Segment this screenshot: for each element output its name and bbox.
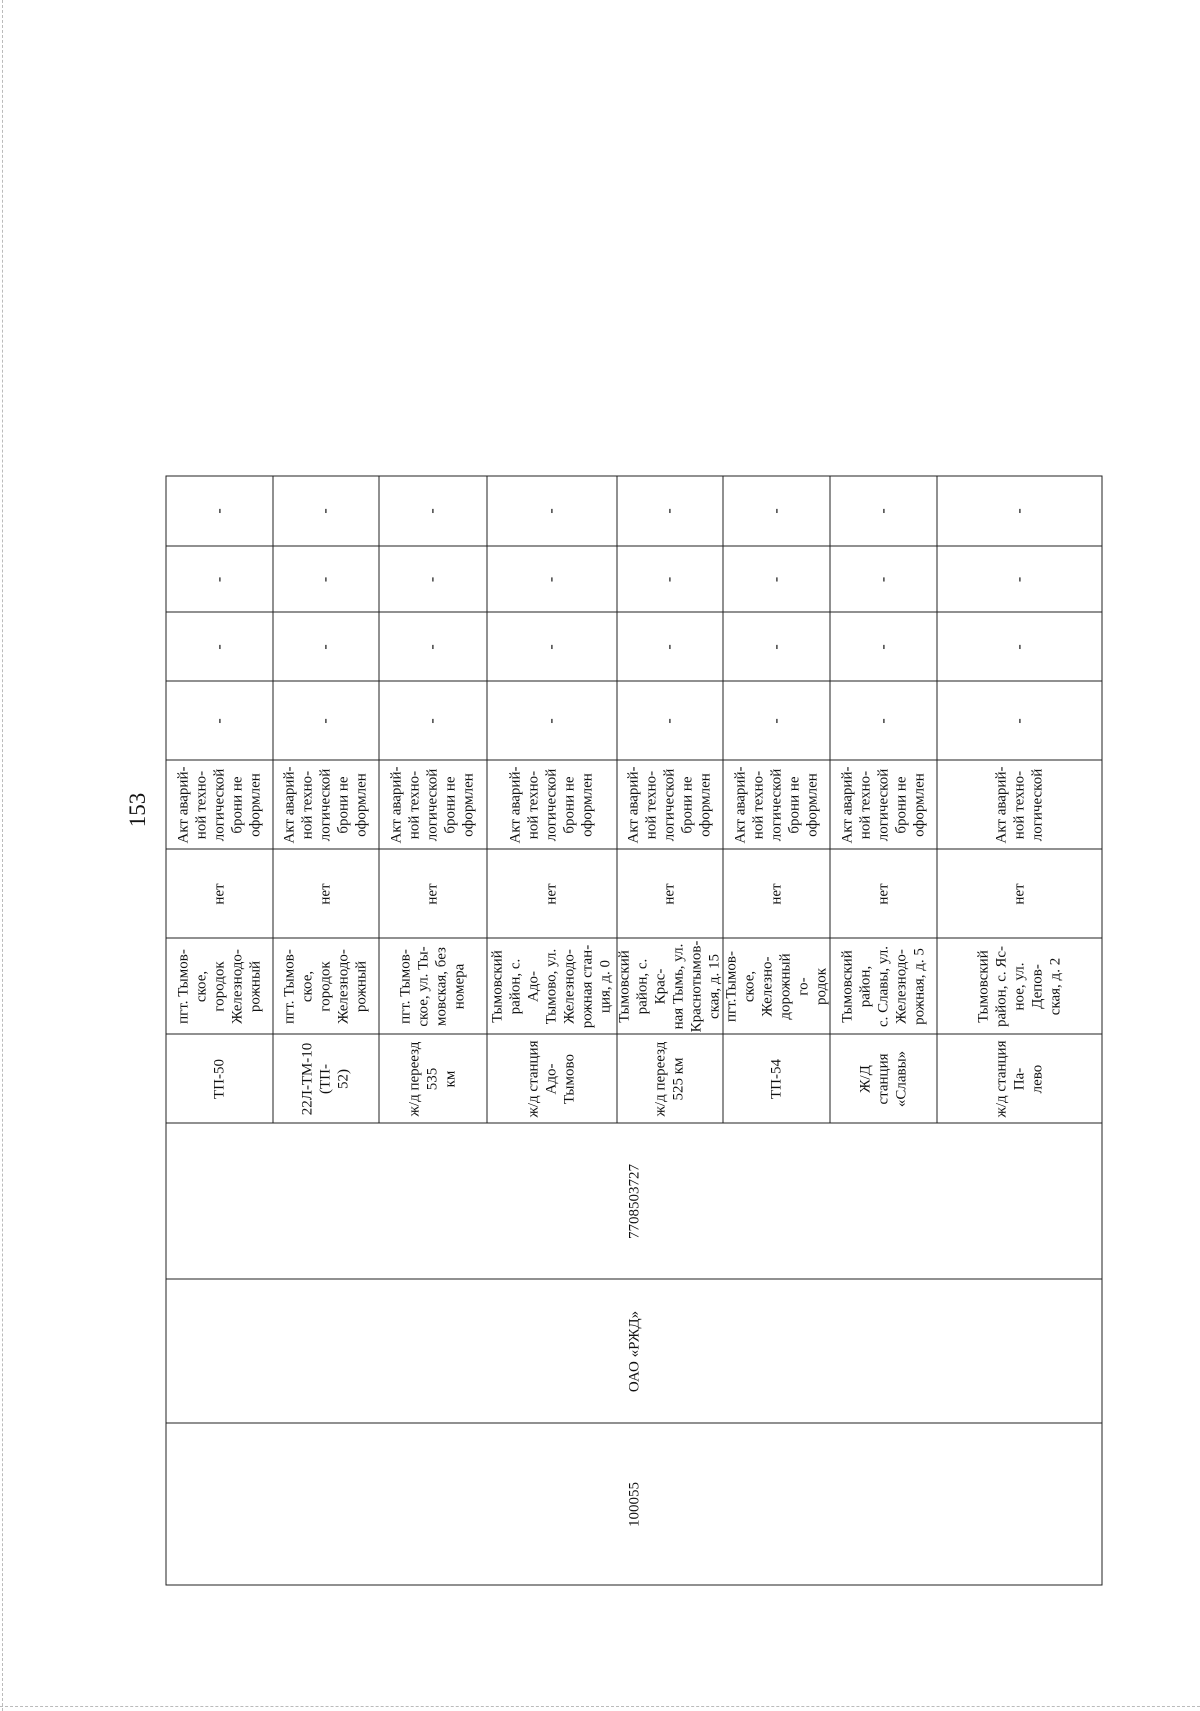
inn-cell: 7708503727: [625, 1163, 642, 1239]
address-cell: Тымовский район, с. Крас- ная Тымь, ул. Краснотымов- ская, д. 15: [616, 940, 722, 1032]
row-divider: [936, 475, 937, 1123]
column-divider: [165, 937, 1102, 938]
col8-cell: -: [1010, 507, 1027, 514]
act-cell: Акт аварий- ной техно- логической брони не оформлен: [388, 766, 476, 843]
column-divider: [165, 545, 1102, 546]
reserve-cell: нет: [661, 882, 677, 905]
col7-cell: -: [209, 576, 227, 582]
reserve-cell: нет: [1011, 882, 1027, 905]
col8-cell: -: [423, 507, 440, 514]
act-cell: Акт аварий- ной техно- логической брони не оформлен: [625, 766, 713, 843]
col6-cell: -: [766, 643, 784, 650]
row-divider: [722, 475, 723, 1123]
col6-cell: -: [873, 643, 891, 650]
col5-cell: -: [873, 717, 891, 724]
address-cell: пгт.Тымов- ское, Железно- дорожный го- родок: [722, 950, 829, 1022]
col5-cell: -: [1010, 717, 1027, 724]
column-divider: [165, 680, 1102, 681]
col7-cell: -: [542, 576, 559, 582]
col7-cell: -: [660, 576, 677, 582]
column-divider: [165, 1122, 1102, 1123]
column-divider: [165, 759, 1102, 760]
address-cell: Тымовский район, с. Яс- ное, ул. Депов- ская, д. 2: [975, 945, 1063, 1027]
act-cell: Акт аварий- ной техно- логической брони не оформлен: [507, 766, 595, 843]
row-divider: [616, 475, 617, 1123]
reserve-cell: нет: [767, 882, 784, 905]
address-cell: пгт. Тымов- ское, городок Железнодо- рожный: [281, 948, 369, 1024]
col6-cell: -: [209, 643, 227, 650]
reserve-cell: нет: [317, 882, 333, 905]
row-divider: [272, 475, 273, 1123]
rotated-table: [165, 475, 1102, 1585]
col5-cell: -: [660, 717, 677, 724]
col7-cell: -: [766, 576, 784, 582]
object-cell: 22Л-ТМ-10 (ТП- 52): [299, 1042, 351, 1115]
object-cell: ж/д станция Адо-Тымово: [525, 1040, 577, 1117]
object-cell: ж/д переезд 535 км: [406, 1041, 458, 1116]
page-number: 153: [125, 792, 150, 828]
col8-cell: -: [873, 507, 891, 514]
record-id-cell: 100055: [625, 1481, 642, 1527]
col5-cell: -: [423, 717, 440, 724]
row-divider: [829, 475, 830, 1123]
col5-cell: -: [766, 717, 784, 724]
col7-cell: -: [423, 576, 440, 582]
reserve-cell: нет: [210, 882, 227, 905]
row-divider: [378, 475, 379, 1123]
col6-cell: -: [542, 643, 559, 650]
reserve-cell: нет: [874, 882, 891, 905]
reserve-cell: нет: [543, 882, 559, 905]
col5-cell: -: [316, 717, 333, 724]
column-divider: [165, 848, 1102, 849]
col8-cell: -: [660, 507, 677, 514]
column-divider: [165, 1278, 1102, 1279]
address-cell: Тымовский район, с. Славы, ул. Железнодо- рожная, д. 5: [838, 945, 927, 1027]
object-cell: ТП-54: [767, 1058, 784, 1099]
column-divider: [165, 611, 1102, 612]
scan-edge-bottom: [0, 1706, 1200, 1708]
data-table: [165, 475, 1102, 1585]
act-cell: Акт аварий- ной техно- логической брони не оформлен: [731, 766, 820, 843]
row-divider: [486, 475, 487, 1123]
col7-cell: -: [1010, 576, 1027, 582]
column-divider: [165, 1422, 1102, 1423]
scan-edge-left: [2, 0, 4, 1711]
act-cell: Акт аварий- ной техно- логической брони не оформлен: [838, 766, 927, 843]
column-divider: [165, 1033, 1102, 1034]
col8-cell: -: [316, 507, 333, 514]
col8-cell: -: [542, 507, 559, 514]
object-cell: Ж/Д станция «Славы»: [856, 1050, 909, 1107]
act-cell: Акт аварий- ной техно- логической брони не оформлен: [174, 766, 263, 843]
col5-cell: -: [542, 717, 559, 724]
col5-cell: -: [209, 717, 227, 724]
object-cell: ТП-50: [210, 1058, 227, 1099]
act-cell: Акт аварий- ной техно- логической: [993, 766, 1045, 843]
address-cell: пгт. Тымов- ское, ул. Ты- мовская, без номера: [397, 945, 467, 1027]
col6-cell: -: [316, 643, 333, 650]
col6-cell: -: [423, 643, 440, 650]
col8-cell: -: [766, 507, 784, 514]
address-cell: пгт. Тымов- ское, городок Железнодо- рожный: [174, 948, 263, 1024]
col8-cell: -: [209, 507, 227, 514]
object-cell: ж/д станция Па- лево: [993, 1040, 1045, 1117]
act-cell: Акт аварий- ной техно- логической брони не оформлен: [281, 766, 369, 843]
col7-cell: -: [316, 576, 333, 582]
address-cell: Тымовский район, с. Адо- Тымово, ул. Железнодо- рожная стан- ция, д. 0: [489, 944, 613, 1028]
col6-cell: -: [660, 643, 677, 650]
reserve-cell: нет: [424, 882, 440, 905]
organization-cell: ОАО «РЖД»: [625, 1310, 642, 1392]
col6-cell: -: [1010, 643, 1027, 650]
col7-cell: -: [873, 576, 891, 582]
object-cell: ж/д переезд 525 км: [652, 1041, 686, 1116]
